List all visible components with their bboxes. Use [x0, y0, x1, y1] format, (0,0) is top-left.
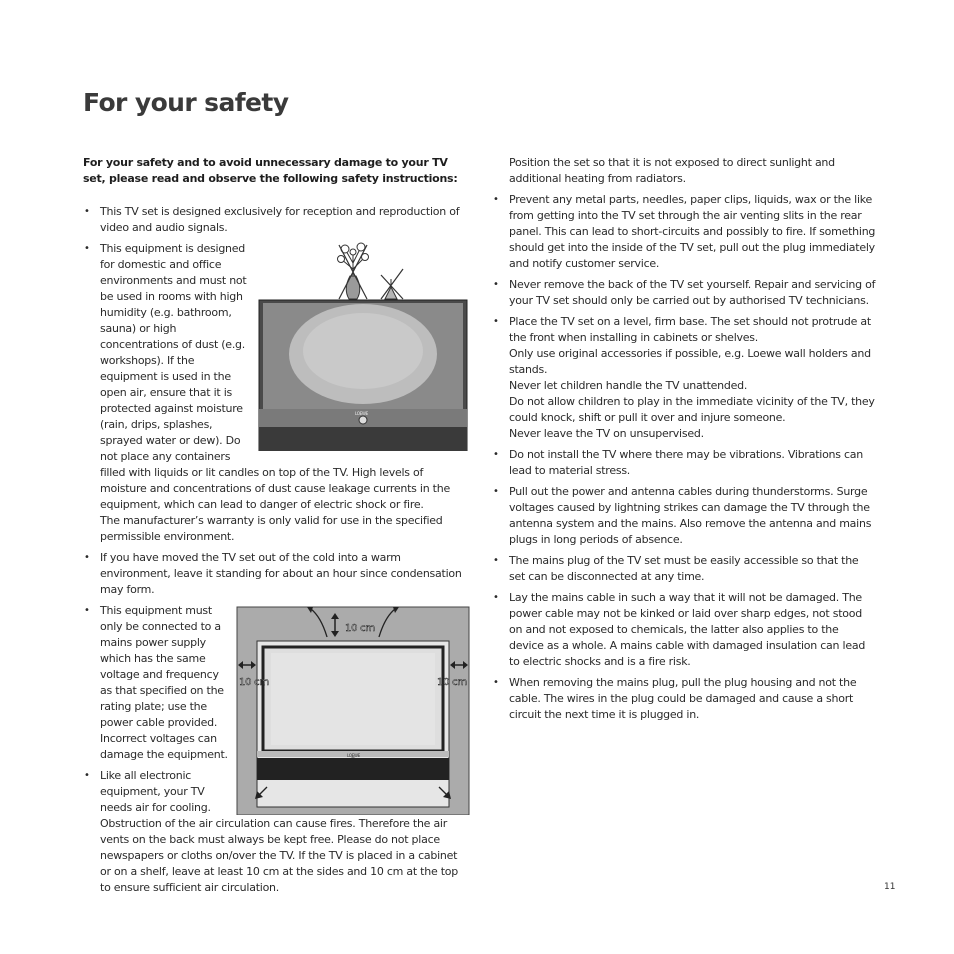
list-item: • LOEWE 10 cm 10 cm 10 cm This equipment must only be connected to a mains power supply which has the same voltage and frequency as that specified on the rating plate; use the power cable provided. Incorrect voltages can damage the equipment.: [83, 603, 463, 763]
list-item: • When removing the mains plug, pull the plug housing and not the cable. The wires in the plug could be damaged and cause a short circuit the next time it is plugged in.: [492, 675, 876, 723]
candle-icon: [381, 269, 403, 299]
svg-text:10 cm: 10 cm: [437, 677, 467, 688]
list-item: • LOEWE This equipment is designed for domestic and office environments and must not be used in rooms with high humidity (e.g. bathroom, sauna) or high concentrations of dust (e.g. workshops). If the equipment is used in the open air, ensure that it is protected against moisture (rain, drips, splashes, sprayed water or dew). Do not place any containers filled with liquids or lit candles on top of the TV. High levels of moisture and concentrations of dust cause leakage currents in the equipment, which can lead to danger of electric shock or fire. The manufacturer’s warranty is only valid for use in the specified permissible environment.: [83, 241, 463, 545]
list-item: • Prevent any metal parts, needles, paper clips, liquids, wax or the like from getting into the TV set through the air venting slits in the rear panel. This can lead to short-circuits and possibly to fire. If something should get into the inside of the TV set, pull out the plug immediately and notify customer service.: [492, 192, 876, 272]
safety-list-right: [492, 192, 876, 723]
right-column: [492, 155, 876, 728]
svg-text:10 cm: 10 cm: [239, 677, 269, 688]
page-number: 11: [884, 882, 896, 892]
page-title: For your safety: [83, 88, 289, 117]
list-item: • The mains plug of the TV set must be easily accessible so that the set can be disconnected at any time.: [492, 553, 876, 585]
svg-text:LOEWE: • LOEWE: [355, 411, 368, 416]
vase-icon: [338, 243, 369, 299]
list-item: • Never remove the back of the TV set yourself. Repair and servicing of your TV set should only be carried out by authorised TV technicians.: [492, 277, 876, 309]
intro-text: For your safety and to avoid unnecessary damage to your TV set, please read and observe the following safety instructions:: [83, 156, 458, 185]
list-item: • Place the TV set on a level, firm base. The set should not protrude at the front when installing in cabinets or shelves. Only use original accessories if possible, e.g. Loewe wall holders and stands. Never let children handle the TV unattended. Do not allow children to play in the immediate vicinity of the TV, they could knock, shift or pull it over and injure someone. Never leave the TV on unsupervised.: [492, 314, 876, 442]
list-item: • If you have moved the TV set out of the cold into a warm environment, leave it standing for about an hour since condensation may form.: [83, 550, 463, 598]
list-item: • Pull out the power and antenna cables during thunderstorms. Surge voltages caused by lightning strikes can damage the TV through the antenna system and the mains. Also remove the antenna and mains plugs in long periods of absence.: [492, 484, 876, 548]
list-item: • Like all electronic equipment, your TV needs air for cooling. Obstruction of the air circulation can cause fires. Therefore the air vents on the back must always be kept free. Please do not place newspapers or cloths on/over the TV. If the TV is placed in a cabinet or on a shelf, leave at least 10 cm at the sides and 10 cm at the top to ensure sufficient air circulation.: [83, 768, 463, 896]
list-item: • Do not install the TV where there may be vibrations. Vibrations can lead to material stress.: [492, 447, 876, 479]
tv-with-vases-illustration: [257, 241, 469, 451]
list-item: • This TV set is designed exclusively for reception and reproduction of video and audio signals.: [83, 204, 463, 236]
svg-text:10 cm: 10 cm: [345, 623, 375, 634]
continued-text: Position the set so that it is not exposed to direct sunlight and additional heating from radiators.: [509, 156, 835, 185]
safety-list-left: [83, 204, 467, 896]
svg-text:LOEWE: • LOEWE: [347, 753, 360, 758]
list-item: • Lay the mains cable in such a way that it will not be damaged. The power cable may not be kinked or laid over sharp edges, not stood on and not exposed to chemicals, the latter also applies to the device as a whole. A mains cable with damaged insulation can lead to electric shocks and is a fire risk.: [492, 590, 876, 670]
left-column: [83, 155, 467, 901]
